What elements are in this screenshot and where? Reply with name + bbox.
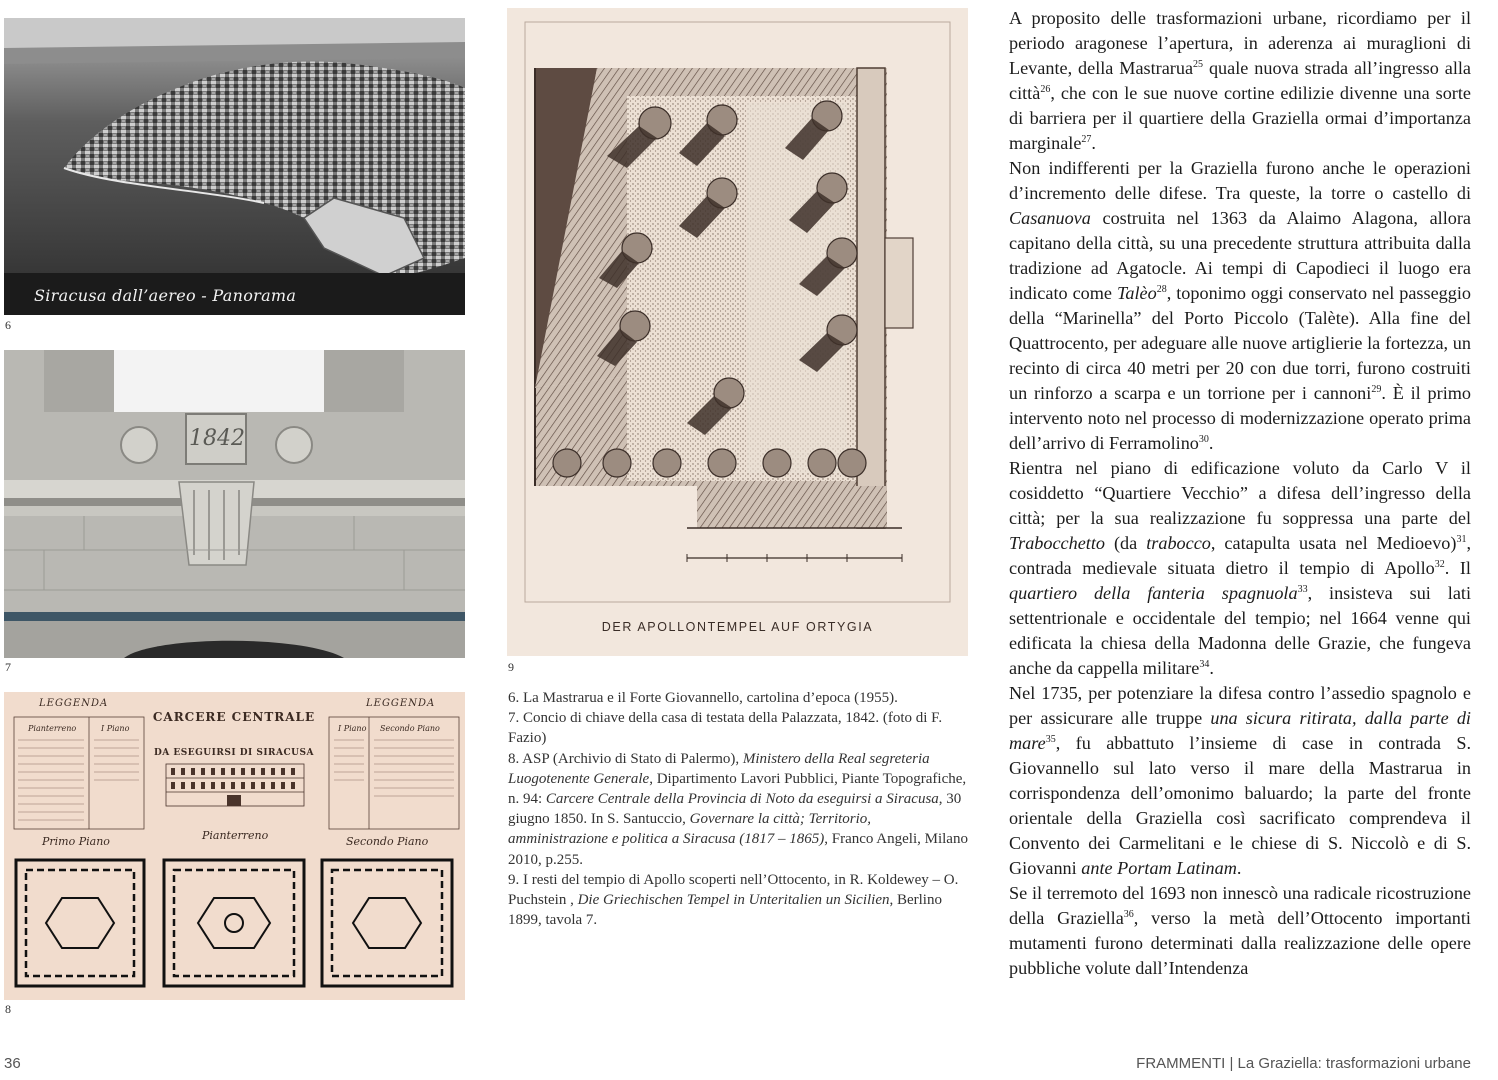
legend-col-pianterreno: Pianterreno: [28, 724, 77, 733]
footnote-ref-36: 36: [1123, 908, 1134, 920]
legend-col-secondo-piano: Secondo Piano: [380, 724, 440, 733]
caption-8: 8. ASP (Archivio di Stato di Palermo), Ministero della Real segreteria Luogotenente Generale, Dipartimento Lavori Pubblici, Piante Topografiche, n. 94: Carcere Centrale della Provincia di Noto da eseguirsi a Siracusa, 30 giugno 1850. In S. Santuccio, Governare la città; Territorio, amministrazione e politica a Siracusa (1817 – 1865), Franco Angeli, Milano 2010, p.255.: [508, 750, 968, 868]
plan-label-pianterreno: Pianterreno: [202, 829, 269, 842]
legend-heading-right: LEGGENDA: [366, 698, 436, 709]
footnote-ref-26: 26: [1040, 83, 1051, 95]
body-text-column: [1009, 6, 1471, 981]
plan-label-secondo-piano: Secondo Piano: [346, 835, 429, 848]
legend-col-i-piano: I Piano: [101, 724, 130, 733]
temple-drawing-caption: DER APOLLONTEMPEL AUF ORTYGIA: [601, 620, 874, 634]
figure-number-8: 8: [5, 1002, 11, 1016]
footnote-ref-30: 30: [1198, 433, 1209, 445]
footnote-ref-31: 31: [1456, 533, 1467, 545]
footnote-ref-33: 33: [1297, 583, 1308, 595]
caption-6: 6. La Mastrarua e il Forte Giovannello, cartolina d’epoca (1955).: [508, 690, 898, 706]
caption-7: 7. Concio di chiave della casa di testata della Palazzata, 1842. (foto di F. Fazio): [508, 710, 943, 747]
footnote-ref-34: 34: [1199, 658, 1210, 670]
caption-9: 9. I resti del tempio di Apollo scoperti nell’Ottocento, in R. Koldewey – O. Puchstein , Die Griechischen Tempel in Unteritalien un Sicilien, Berlino 1899, tavola 7.: [508, 871, 959, 929]
footnote-ref-28: 28: [1156, 283, 1167, 295]
footnote-ref-27: 27: [1081, 133, 1092, 145]
body-paragraph-1: A proposito delle trasformazioni urbane, ricordiamo per il periodo aragonese l’apertura, in aderenza ai muraglioni di Levante, della Mastrarua$^{25}$ quale nuova strada all’ingresso alla città$^{26}$, che con le sue nuove cortine edilizie divenne una sorte di barriera per il quartiere della Graziella ormai d’importanza marginale$^{27}$.: [1009, 8, 1471, 153]
running-head: FRAMMENTI | La Graziella: trasformazioni urbane: [1136, 1055, 1471, 1072]
figure-number-6: 6: [5, 318, 11, 332]
keystone-photo-image: [4, 350, 465, 658]
body-paragraph-5: Se il terremoto del 1693 non innescò una radicale ricostruzione della Graziella$^{36}$, verso la metà dell’Ottocento importanti mutamenti furono determinati dalla realizzazione delle opere pubbliche volute dall’Intendenza: [1009, 883, 1471, 978]
figure-7-keystone-photo: [4, 350, 465, 658]
plan-subtitle: DA ESEGUIRSI DI SIRACUSA: [153, 748, 315, 758]
plan-title: CARCERE CENTRALE: [152, 710, 316, 724]
figure-8-prison-plan: [4, 692, 465, 1000]
legend-heading-left: LEGGENDA: [39, 698, 109, 709]
plan-label-primo-piano: Primo Piano: [42, 835, 110, 848]
aerial-photo-image: [4, 18, 465, 315]
figure-6-aerial-photo: [4, 18, 465, 315]
page-number: 36: [4, 1055, 21, 1072]
temple-plan-drawing: [507, 8, 968, 656]
date-stone-inscription: 1842: [189, 426, 245, 451]
body-paragraph-4: Nel 1735, per potenziare la difesa contro l’assedio spagnolo e per assicurare alle truppe una sicura ritirata, dalla parte di mare$^{35}$, fu abbattuto l’insieme di case in contrada S. Giovannello sul lato verso il mare della Mastrarua in corrispondenza dell’omonimo baluardo; la parte del fronte orientale della Graziella così sacrificato comprendeva il Convento dei Carmelitani e le chiese di S. Niccolò e di S. Giovanni ante Portam Latinam.: [1009, 683, 1471, 878]
body-paragraph-3: Rientra nel piano di edificazione voluto da Carlo V il cosiddetto “Quartiere Vecchio” a difesa dell’ingresso della città; per la sua realizzazione fu soppressa una parte del Trabocchetto (da trabocco, catapulta usata nel Medioevo)$^{31}$, contrada medievale situata dietro il tempio di Apollo$^{32}$. Il quartiero della fanteria spagnuola$^{33}$, insisteva sui lati settentrionale e occidentale del tempio; nel 1664 venne qui edificata la chiesa della Madonna delle Grazie, che fungeva anche da cappella militare$^{34}$.: [1009, 458, 1471, 678]
legend-col-i-piano-right: I Piano: [338, 724, 367, 733]
postcard-caption: Siracusa dall’aereo - Panorama: [34, 286, 297, 305]
footnote-ref-32: 32: [1434, 558, 1445, 570]
body-paragraph-2: Non indifferenti per la Graziella furono anche le operazioni d’incremento delle difese. Tra queste, la torre o castello di Casanuova costruita nel 1363 da Alaimo Alagona, allora capitano della città, su una precedente struttura attribuita dalla tradizione ad Agatocle. Ai tempi di Capodieci il luogo era indicato come Talèo$^{28}$, toponimo oggi conservato nel passeggio della “Marinella” del Porto Piccolo (Talète). Alla fine del Quattrocento, per adeguare alle nuove artiglierie la fortezza, un recinto di circa 40 metri per 20 con due torri, furono costruiti un rinforzo a scarpa e un torrione per i cannoni$^{29}$. È il primo intervento noto nel processo di modernizzazione operato prima dell’arrivo di Ferramolino$^{30}$.: [1009, 158, 1471, 453]
footnote-ref-35: 35: [1045, 733, 1056, 745]
figure-captions: [508, 688, 970, 930]
figure-number-9: 9: [508, 660, 514, 674]
footnote-ref-25: 25: [1193, 58, 1204, 70]
footnote-ref-29: 29: [1371, 383, 1382, 395]
figure-number-7: 7: [5, 660, 11, 674]
figure-9-temple-drawing: [507, 8, 968, 656]
